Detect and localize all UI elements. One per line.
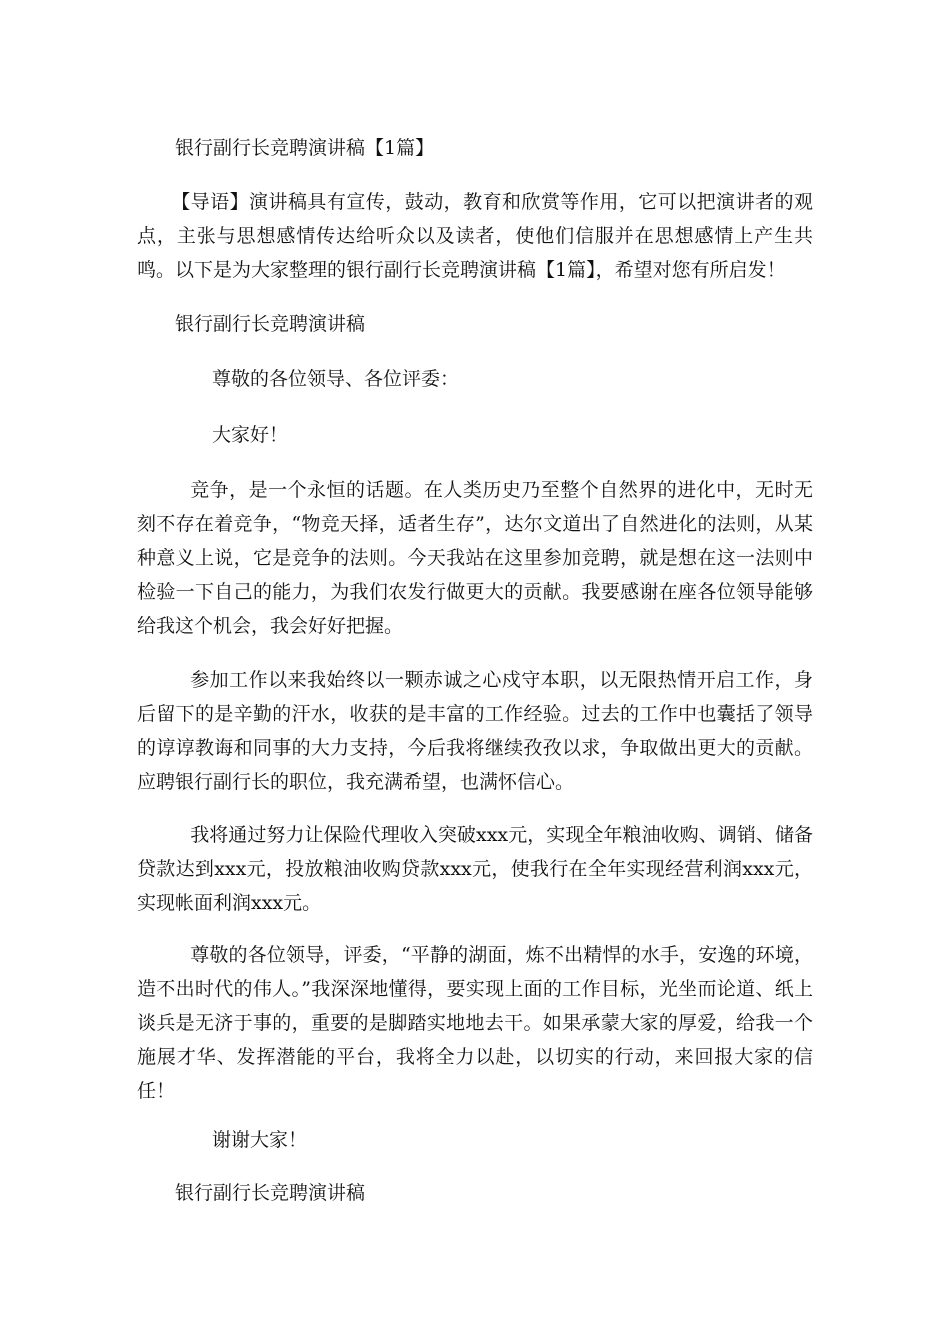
closing: 谢谢大家！ [212, 1129, 308, 1151]
body-paragraph-3: 我将通过努力让保险代理收入突破xxx元，实现全年粮油收购、调销、储备贷款达到xxx元，投放粮油收购贷款xxx元，使我行在全年实现经营利润xxx元，实现帐面利润xxx元。 [137, 824, 813, 914]
body-paragraph-1: 竞争，是一个永恒的话题。在人类历史乃至整个自然界的进化中，无时无刻不存在着竞争，“物竞天择，适者生存”，达尔文道出了自然进化的法则，从某种意义上说，它是竞争的法则。今天我站在这里参加竞聘，就是想在这一法则中检验一下自己的能力，为我们农发行做更大的贡献。我要感谢在座各位领导能够给我这个机会，我会好好把握。 [137, 479, 813, 637]
greeting: 大家好！ [212, 424, 289, 446]
body-paragraph-4: 尊敬的各位领导，评委，“平静的湖面，炼不出精悍的水手，安逸的环境，造不出时代的伟人。”我深深地懂得，要实现上面的工作目标，光坐而论道、纸上谈兵是无济于事的，重要的是脚踏实地地去干。如果承蒙大家的厚爱，给我一个施展才华、发挥潜能的平台，我将全力以赴，以切实的行动，来回报大家的信任！ [137, 944, 813, 1102]
intro-paragraph: 【导语】演讲稿具有宣传，鼓动，教育和欣赏等作用，它可以把演讲者的观点，主张与思想感情传达给听众以及读者，使他们信服并在思想感情上产生共鸣。以下是为大家整理的银行副行长竞聘演讲稿【1篇】，希望对您有所启发！ [137, 191, 813, 281]
salutation: 尊敬的各位领导、各位评委： [212, 368, 460, 390]
section-heading: 银行副行长竞聘演讲稿 [175, 313, 366, 335]
body-paragraph-2: 参加工作以来我始终以一颗赤诚之心戍守本职，以无限热情开启工作，身后留下的是辛勤的汗水，收获的是丰富的工作经验。过去的工作中也囊括了领导的谆谆教诲和同事的大力支持，今后我将继续孜孜以求，争取做出更大的贡献。应聘银行副行长的职位，我充满希望，也满怀信心。 [137, 669, 813, 793]
footer-heading: 银行副行长竞聘演讲稿 [175, 1182, 366, 1204]
document-title: 银行副行长竞聘演讲稿【1篇】 [175, 137, 435, 159]
